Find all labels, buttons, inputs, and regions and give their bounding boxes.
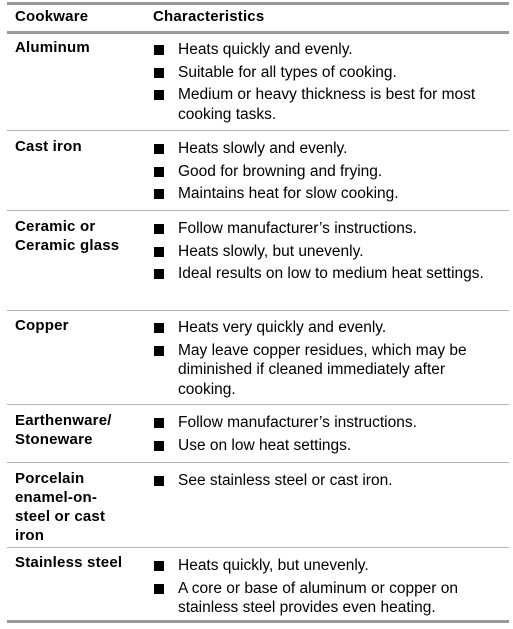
cookware-name: Cast iron	[15, 138, 82, 155]
top-rule	[7, 2, 509, 5]
list-item: Use on low heat settings.	[153, 436, 505, 456]
list-item: Ideal results on low to medium heat settings.	[153, 264, 505, 284]
list-item: Heats very quickly and evenly.	[153, 318, 505, 338]
list-item: Heats slowly, but unevenly.	[153, 242, 505, 262]
list-item: Suitable for all types of cooking.	[153, 63, 505, 83]
list-item: Heats quickly and evenly.	[153, 40, 505, 60]
bottom-rule	[7, 620, 509, 623]
characteristics-list	[153, 219, 505, 287]
row-divider	[7, 404, 509, 405]
list-item: Good for browning and frying.	[153, 162, 505, 182]
header-rule	[7, 31, 509, 34]
characteristics-list	[153, 556, 505, 621]
square-bullet-icon	[154, 441, 164, 451]
square-bullet-icon	[154, 269, 164, 279]
cookware-name: Ceramic or Ceramic glass	[15, 218, 120, 254]
characteristics-list	[153, 471, 505, 494]
characteristics-list	[153, 413, 505, 458]
cookware-name: Aluminum	[15, 39, 90, 56]
square-bullet-icon	[154, 144, 164, 154]
square-bullet-icon	[154, 167, 164, 177]
header-characteristics: Characteristics	[153, 8, 265, 25]
header-cookware: Cookware	[15, 8, 89, 25]
list-item: Heats slowly and evenly.	[153, 139, 505, 159]
square-bullet-icon	[154, 561, 164, 571]
list-item: Follow manufacturer’s instructions.	[153, 219, 505, 239]
square-bullet-icon	[154, 418, 164, 428]
square-bullet-icon	[154, 584, 164, 594]
square-bullet-icon	[154, 247, 164, 257]
cookware-name: Porcelain enamel-on-steel or cast iron	[15, 470, 106, 544]
list-item: See stainless steel or cast iron.	[153, 471, 505, 491]
square-bullet-icon	[154, 476, 164, 486]
list-item: Medium or heavy thickness is best for most cooking tasks.	[153, 85, 505, 124]
row-divider	[7, 310, 509, 311]
square-bullet-icon	[154, 224, 164, 234]
row-divider	[7, 130, 509, 131]
square-bullet-icon	[154, 323, 164, 333]
characteristics-list	[153, 318, 505, 402]
cookware-name: Stainless steel	[15, 554, 123, 571]
list-item: A core or base of aluminum or copper on stainless steel provides even heating.	[153, 579, 505, 618]
square-bullet-icon	[154, 90, 164, 100]
square-bullet-icon	[154, 45, 164, 55]
row-divider	[7, 547, 509, 548]
row-divider	[7, 210, 509, 211]
list-item: Follow manufacturer’s instructions.	[153, 413, 505, 433]
square-bullet-icon	[154, 189, 164, 199]
cookware-name: Copper	[15, 317, 69, 334]
list-item: May leave copper residues, which may be diminished if cleaned immediately after cooking.	[153, 341, 505, 400]
list-item: Maintains heat for slow cooking.	[153, 184, 505, 204]
row-divider	[7, 462, 509, 463]
square-bullet-icon	[154, 68, 164, 78]
cookware-name: Earthenware/ Stoneware	[15, 412, 112, 448]
characteristics-list	[153, 40, 505, 127]
characteristics-list	[153, 139, 505, 207]
square-bullet-icon	[154, 346, 164, 356]
list-item: Heats quickly, but unevenly.	[153, 556, 505, 576]
